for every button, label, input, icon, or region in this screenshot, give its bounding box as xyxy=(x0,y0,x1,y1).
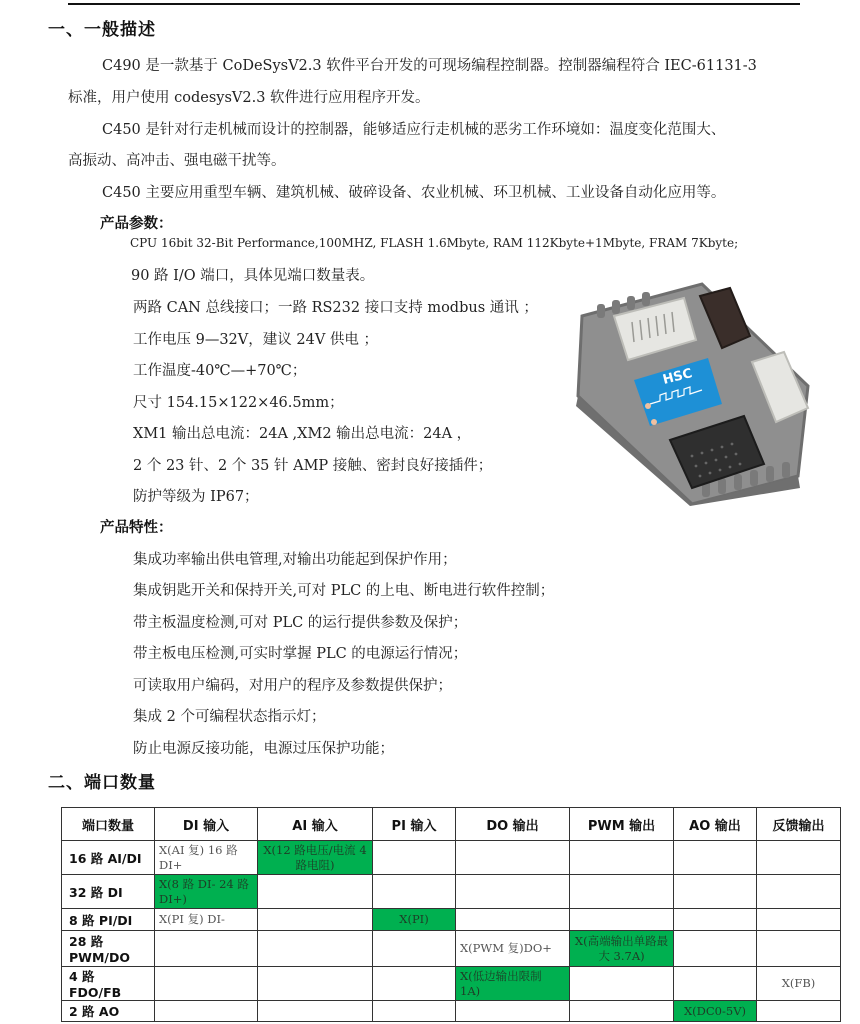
table-row xyxy=(62,1001,841,1022)
column-header: PWM 输出 xyxy=(570,808,674,841)
table-cell xyxy=(674,967,757,1001)
param-item: 两路 CAN 总线接口；一路 RS232 接口支持 modbus 通讯 ； xyxy=(133,300,538,316)
table-cell xyxy=(373,967,456,1001)
table-cell xyxy=(757,841,841,875)
row-label: 16 路 AI/DI xyxy=(62,841,155,875)
table-cell xyxy=(456,841,570,875)
table-cell xyxy=(258,931,373,967)
row-label: 28 路 PWM/DO xyxy=(62,931,155,967)
table-cell xyxy=(570,1001,674,1022)
feature-item: 可读取用户编码，对用户的程序及参数提供保护； xyxy=(133,678,452,694)
table-cell: X(PWM 复)DO+ xyxy=(456,931,570,967)
table-cell xyxy=(570,875,674,909)
section-title-ports: 二、端口数量 xyxy=(48,773,156,793)
column-header: DI 输入 xyxy=(155,808,258,841)
column-header: DO 输出 xyxy=(456,808,570,841)
table-cell-highlight: X(PI) xyxy=(373,909,456,931)
table-cell: X(AI 复) 16 路 DI+ xyxy=(155,841,258,875)
row-label: 4 路 FDO/FB xyxy=(62,967,155,1001)
table-cell xyxy=(674,931,757,967)
table-cell xyxy=(456,875,570,909)
feature-item: 带主板电压检测,可实时掌握 PLC 的电源运行情况； xyxy=(133,646,468,662)
feature-item: 集成钥匙开关和保持开关,可对 PLC 的上电、断电进行软件控制； xyxy=(133,583,555,599)
table-cell xyxy=(258,1001,373,1022)
param-item: 尺寸 154.15×122×46.5mm； xyxy=(133,395,344,411)
feature-item: 带主板温度检测,可对 PLC 的运行提供参数及保护； xyxy=(133,615,468,631)
table-cell: X(FB) xyxy=(757,967,841,1001)
paragraph-line: 标准，用户使用 codesysV2.3 软件进行应用程序开发。 xyxy=(68,90,430,106)
column-header: PI 输入 xyxy=(373,808,456,841)
table-cell xyxy=(258,967,373,1001)
feature-item: 集成功率输出供电管理,对输出功能起到保护作用； xyxy=(133,552,457,568)
table-cell xyxy=(456,909,570,931)
table-row xyxy=(62,967,841,1001)
table-cell xyxy=(155,931,258,967)
row-label: 32 路 DI xyxy=(62,875,155,909)
column-header: AO 输出 xyxy=(674,808,757,841)
row-label: 8 路 PI/DI xyxy=(62,909,155,931)
table-cell xyxy=(570,841,674,875)
params-title: 产品参数： xyxy=(100,216,173,232)
param-item: 防护等级为 IP67； xyxy=(133,489,259,505)
table-cell xyxy=(674,875,757,909)
table-cell xyxy=(258,875,373,909)
param-item: 工作温度-40℃—+70℃； xyxy=(133,363,307,379)
table-cell xyxy=(373,1001,456,1022)
table-cell-highlight: X(高端输出单路最大 3.7A) xyxy=(570,931,674,967)
table-row xyxy=(62,931,841,967)
table-cell xyxy=(757,875,841,909)
section-title-general: 一、一般描述 xyxy=(48,20,156,40)
column-header: 端口数量 xyxy=(62,808,155,841)
table-cell xyxy=(258,909,373,931)
brand-label: HSC xyxy=(661,366,694,388)
table-header-row xyxy=(62,808,841,841)
paragraph-line: 高振动、高冲击、强电磁干扰等。 xyxy=(68,153,286,169)
features-title: 产品特性： xyxy=(100,520,173,536)
table-cell xyxy=(674,909,757,931)
table-cell xyxy=(155,967,258,1001)
param-item: 90 路 I/O 端口，具体见端口数量表。 xyxy=(131,268,375,284)
table-cell xyxy=(757,931,841,967)
table-cell-highlight: X(12 路电压/电流 4 路电阻) xyxy=(258,841,373,875)
table-cell xyxy=(757,909,841,931)
table-cell xyxy=(456,1001,570,1022)
row-label: 2 路 AO xyxy=(62,1001,155,1022)
param-item: 工作电压 9—32V，建议 24V 供电 ； xyxy=(133,332,379,348)
table-cell-highlight: X(DC0-5V) xyxy=(674,1001,757,1022)
table-cell xyxy=(373,931,456,967)
param-item: 2 个 23 针、2 个 35 针 AMP 接触、密封良好接插件； xyxy=(133,458,493,474)
table-cell xyxy=(373,841,456,875)
table-cell-highlight: X(8 路 DI- 24 路 DI+) xyxy=(155,875,258,909)
product-image xyxy=(572,276,816,506)
table-cell: X(PI 复) DI- xyxy=(155,909,258,931)
table-cell xyxy=(674,841,757,875)
paragraph-line: C450 主要应用重型车辆、建筑机械、破碎设备、农业机械、环卫机械、工业设备自动化应用等。 xyxy=(102,185,726,201)
table-row xyxy=(62,875,841,909)
controller-device-icon xyxy=(572,276,816,506)
table-cell xyxy=(373,875,456,909)
table-cell xyxy=(155,1001,258,1022)
port-count-table xyxy=(61,807,841,1022)
column-header: 反馈输出 xyxy=(757,808,841,841)
table-cell xyxy=(570,967,674,1001)
paragraph-line: C490 是一款基于 CoDeSysV2.3 软件平台开发的可现场编程控制器。控制器编程符合 IEC-61131-3 xyxy=(102,58,757,74)
feature-item: 防止电源反接功能，电源过压保护功能； xyxy=(133,741,394,757)
table-cell xyxy=(757,1001,841,1022)
paragraph-line: C450 是针对行走机械而设计的控制器，能够适应行走机械的恶劣工作环境如：温度变化范围大、 xyxy=(102,122,726,138)
param-cpu: CPU 16bit 32-Bit Performance,100MHZ, FLASH 1.6Mbyte, RAM 112Kbyte+1Mbyte, FRAM 7Kbyte; xyxy=(130,236,739,250)
param-item: XM1 输出总电流：24A ,XM2 输出总电流：24A ， xyxy=(133,426,472,442)
feature-item: 集成 2 个可编程状态指示灯； xyxy=(133,709,326,725)
column-header: AI 输入 xyxy=(258,808,373,841)
table-row xyxy=(62,841,841,875)
header-rule xyxy=(68,3,800,5)
table-cell-highlight: X(低边输出限制 1A) xyxy=(456,967,570,1001)
table-row xyxy=(62,909,841,931)
table-cell xyxy=(570,909,674,931)
